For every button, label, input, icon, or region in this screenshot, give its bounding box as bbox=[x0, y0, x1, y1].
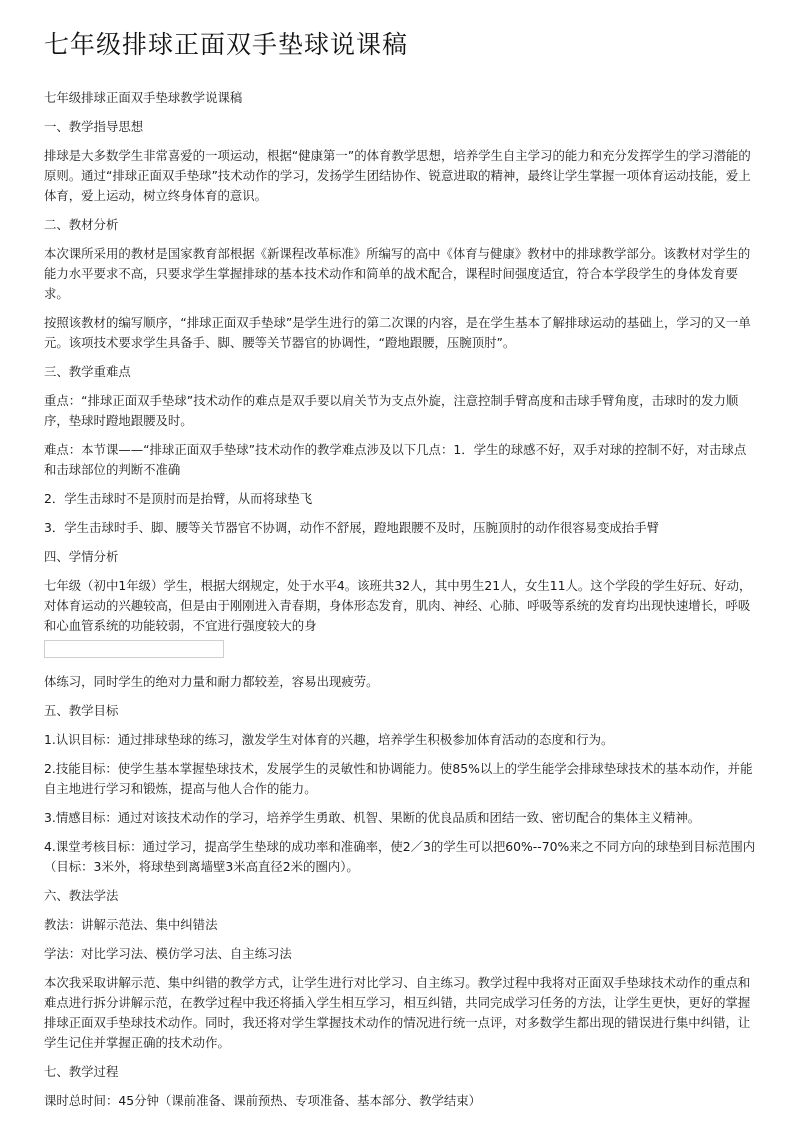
paragraph: 本次我采取讲解示范、集中纠错的教学方式，让学生进行对比学习、自主练习。教学过程中我将对正面双手垫球技术动作的重点和难点进行拆分讲解示范，在教学过程中我还将插入学生相互学习，相互纠错，共同完成学习任务的方法，让学生更快，更好的掌握排球正面双手垫球技术动作。同时，我还将对学生掌握技术动作的情况进行统一点评，对多数学生都出现的错误进行集中纠错，让学生记住并掌握正确的技术动作。 bbox=[44, 975, 751, 1050]
paragraph: 3．学生击球时手、脚、腰等关节器官不协调，动作不舒展，蹬地跟腰不及时，压腕顶肘的动作很容易变成抬手臂 bbox=[44, 520, 660, 535]
paragraph: 按照该教材的编写顺序，“排球正面双手垫球”是学生进行的第二次课的内容，是在学生基本了解排球运动的基础上，学习的又一单元。该项技术要求学生具备手、脚、腰等关节器官的协调性，“蹬地跟腰，压腕顶肘”。 bbox=[44, 315, 751, 350]
paragraph: 4.课堂考核目标：通过学习，提高学生垫球的成功率和准确率，使2／3的学生可以把60%--70%来之不同方向的球垫到目标范围内（目标：3米外，将球垫到离墙壁3米高直径2米的圈内）。 bbox=[44, 839, 756, 874]
paragraph: 课时总时间：45分钟（课前准备、课前预热、专项准备、基本部分、教学结束） bbox=[44, 1093, 482, 1108]
section-heading-teaching-methods: 六、教法学法 bbox=[44, 888, 119, 903]
embedded-blank-box bbox=[44, 640, 224, 658]
document-body bbox=[44, 88, 756, 1120]
section-heading-teaching-process: 七、教学过程 bbox=[44, 1064, 119, 1079]
paragraph: 七年级（初中1年级）学生，根据大纲规定，处于水平4。该班共32人，其中男生21人，女生11人。这个学段的学生好玩、好动，对体育运动的兴趣较高，但是由于刚刚进入青春期，身体形态发育，肌肉、神经、心肺、呼吸等系统的发育均出现快速增长，呼吸和心血管系统的功能较弱，不宜进行强度较大的身 bbox=[44, 578, 752, 633]
section-heading-material-analysis: 二、教材分析 bbox=[44, 217, 119, 232]
paragraph: 2.技能目标：使学生基本掌握垫球技术，发展学生的灵敏性和协调能力。使85%以上的学生能学会排球垫球技术的基本动作，并能自主地进行学习和锻炼，提高与他人合作的能力。 bbox=[44, 761, 753, 796]
paragraph: 体练习，同时学生的绝对力量和耐力都较差，容易出现疲劳。 bbox=[44, 674, 379, 689]
paragraph: 学法：对比学习法、模仿学习法、自主练习法 bbox=[44, 946, 292, 961]
paragraph: 1.认识目标：通过排球垫球的练习，激发学生对体育的兴趣，培养学生积极参加体育活动的态度和行为。 bbox=[44, 732, 614, 747]
paragraph: 3.情感目标：通过对该技术动作的学习，培养学生勇敢、机智、果断的优良品质和团结一致、密切配合的集体主义精神。 bbox=[44, 810, 701, 825]
paragraph: 教法：讲解示范法、集中纠错法 bbox=[44, 917, 218, 932]
paragraph: 重点：“排球正面双手垫球”技术动作的难点是双手要以肩关节为支点外旋，注意控制手臂高度和击球手臂角度，击球时的发力顺序，垫球时蹬地跟腰及时。 bbox=[44, 393, 739, 428]
page-title: 七年级排球正面双手垫球说课稿 bbox=[44, 30, 409, 59]
paragraph: 本次课所采用的教材是国家教育部根据《新课程改革标准》所编写的高中《体育与健康》教材中的排球教学部分。该教材对学生的能力水平要求不高，只要求学生掌握排球的基本技术动作和简单的战术配合，课程时间强度适宜，符合本学段学生的身体发育要求。 bbox=[44, 246, 751, 301]
section-heading-student-analysis: 四、学情分析 bbox=[44, 549, 119, 564]
paragraph: 难点：本节课——“排球正面双手垫球”技术动作的教学难点涉及以下几点：1．学生的球感不好，双手对球的控制不好，对击球点和击球部位的判断不准确 bbox=[44, 442, 747, 477]
paragraph: 2．学生击球时不是顶肘而是抬臂，从而将球垫飞 bbox=[44, 491, 313, 506]
section-heading-key-points: 三、教学重难点 bbox=[44, 364, 131, 379]
document-subtitle: 七年级排球正面双手垫球教学说课稿 bbox=[44, 90, 243, 105]
section-heading-guiding-ideology: 一、教学指导思想 bbox=[44, 119, 144, 134]
section-heading-teaching-objectives: 五、教学目标 bbox=[44, 703, 119, 718]
paragraph: 排球是大多数学生非常喜爱的一项运动，根据“健康第一”的体育教学思想，培养学生自主学习的能力和充分发挥学生的学习潜能的原则。通过“排球正面双手垫球”技术动作的学习，发扬学生团结协作、锐意进取的精神，最终让学生掌握一项体育运动技能，爱上体育，爱上运动，树立终身体育的意识。 bbox=[44, 148, 751, 203]
